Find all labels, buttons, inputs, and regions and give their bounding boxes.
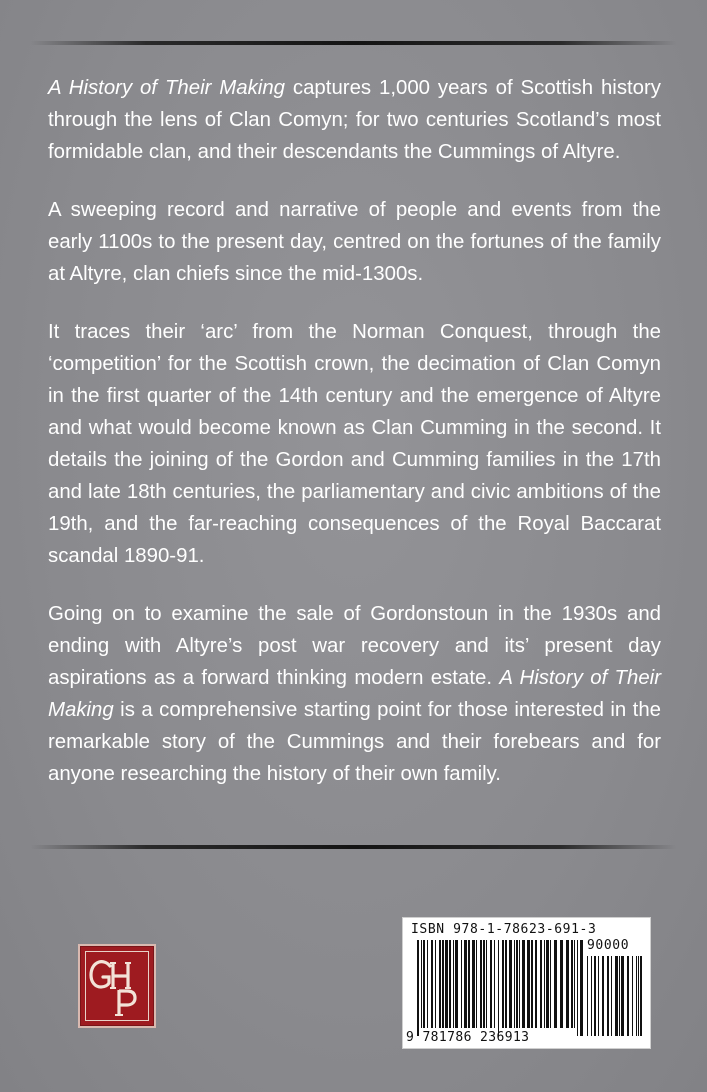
blurb-paragraph-4-text-b: is a comprehensive starting point for those interested in the remarkable story of the Cummings and their forebears and for anyone researching the history of their own family.: [48, 699, 661, 785]
book-title-italic: A History of Their Making: [48, 77, 286, 99]
ean-digits: 9 781786 236913: [406, 1030, 530, 1045]
book-title-italic: A History of Their Making: [48, 667, 662, 721]
blurb-paragraph-2: A sweeping record and narrative of people and events from the early 1100s to the present day, centred on the fortunes of the family at Altyre, clan chiefs since the mid-1300s.: [48, 199, 661, 285]
publisher-monogram-icon: [80, 946, 154, 1026]
blurb-paragraph-4: [48, 598, 661, 790]
isbn-number: ISBN 978-1-78623-691-3: [411, 922, 597, 937]
bottom-divider-rule: [30, 845, 677, 849]
blurb-paragraph-3: It traces their ‘arc’ from the Norman Conquest, through the ‘competition’ for the Scottish crown, the decimation of Clan Comyn in the first quarter of the 14th century and the emergence of Altyre and what would become known as Clan Cumming in the second. It details the joining of the Gordon and Cumming families in the 17th and late 18th centuries, the parliamentary and civic ambitions of the 19th, and the far-reaching consequences of the Royal Baccarat scandal 1890-91.: [48, 321, 661, 567]
blurb-paragraph-4-text-a: Going on to examine the sale of Gordonstoun in the 1930s and ending with Altyre’s post war recovery and its’ present day aspirations as a forward thinking modern estate.: [48, 603, 661, 689]
blurb-paragraph-1: [48, 72, 661, 168]
blurb-text: [48, 72, 661, 790]
price-code: 90000: [587, 938, 630, 953]
top-divider-rule: [30, 41, 677, 45]
publisher-logo: [78, 944, 156, 1028]
blurb-paragraph-1-text: captures 1,000 years of Scottish history through the lens of Clan Comyn; for two centuries Scotland’s most formidable clan, and their descendants the Cummings of Altyre.: [48, 77, 661, 163]
isbn-barcode: [402, 917, 651, 1049]
